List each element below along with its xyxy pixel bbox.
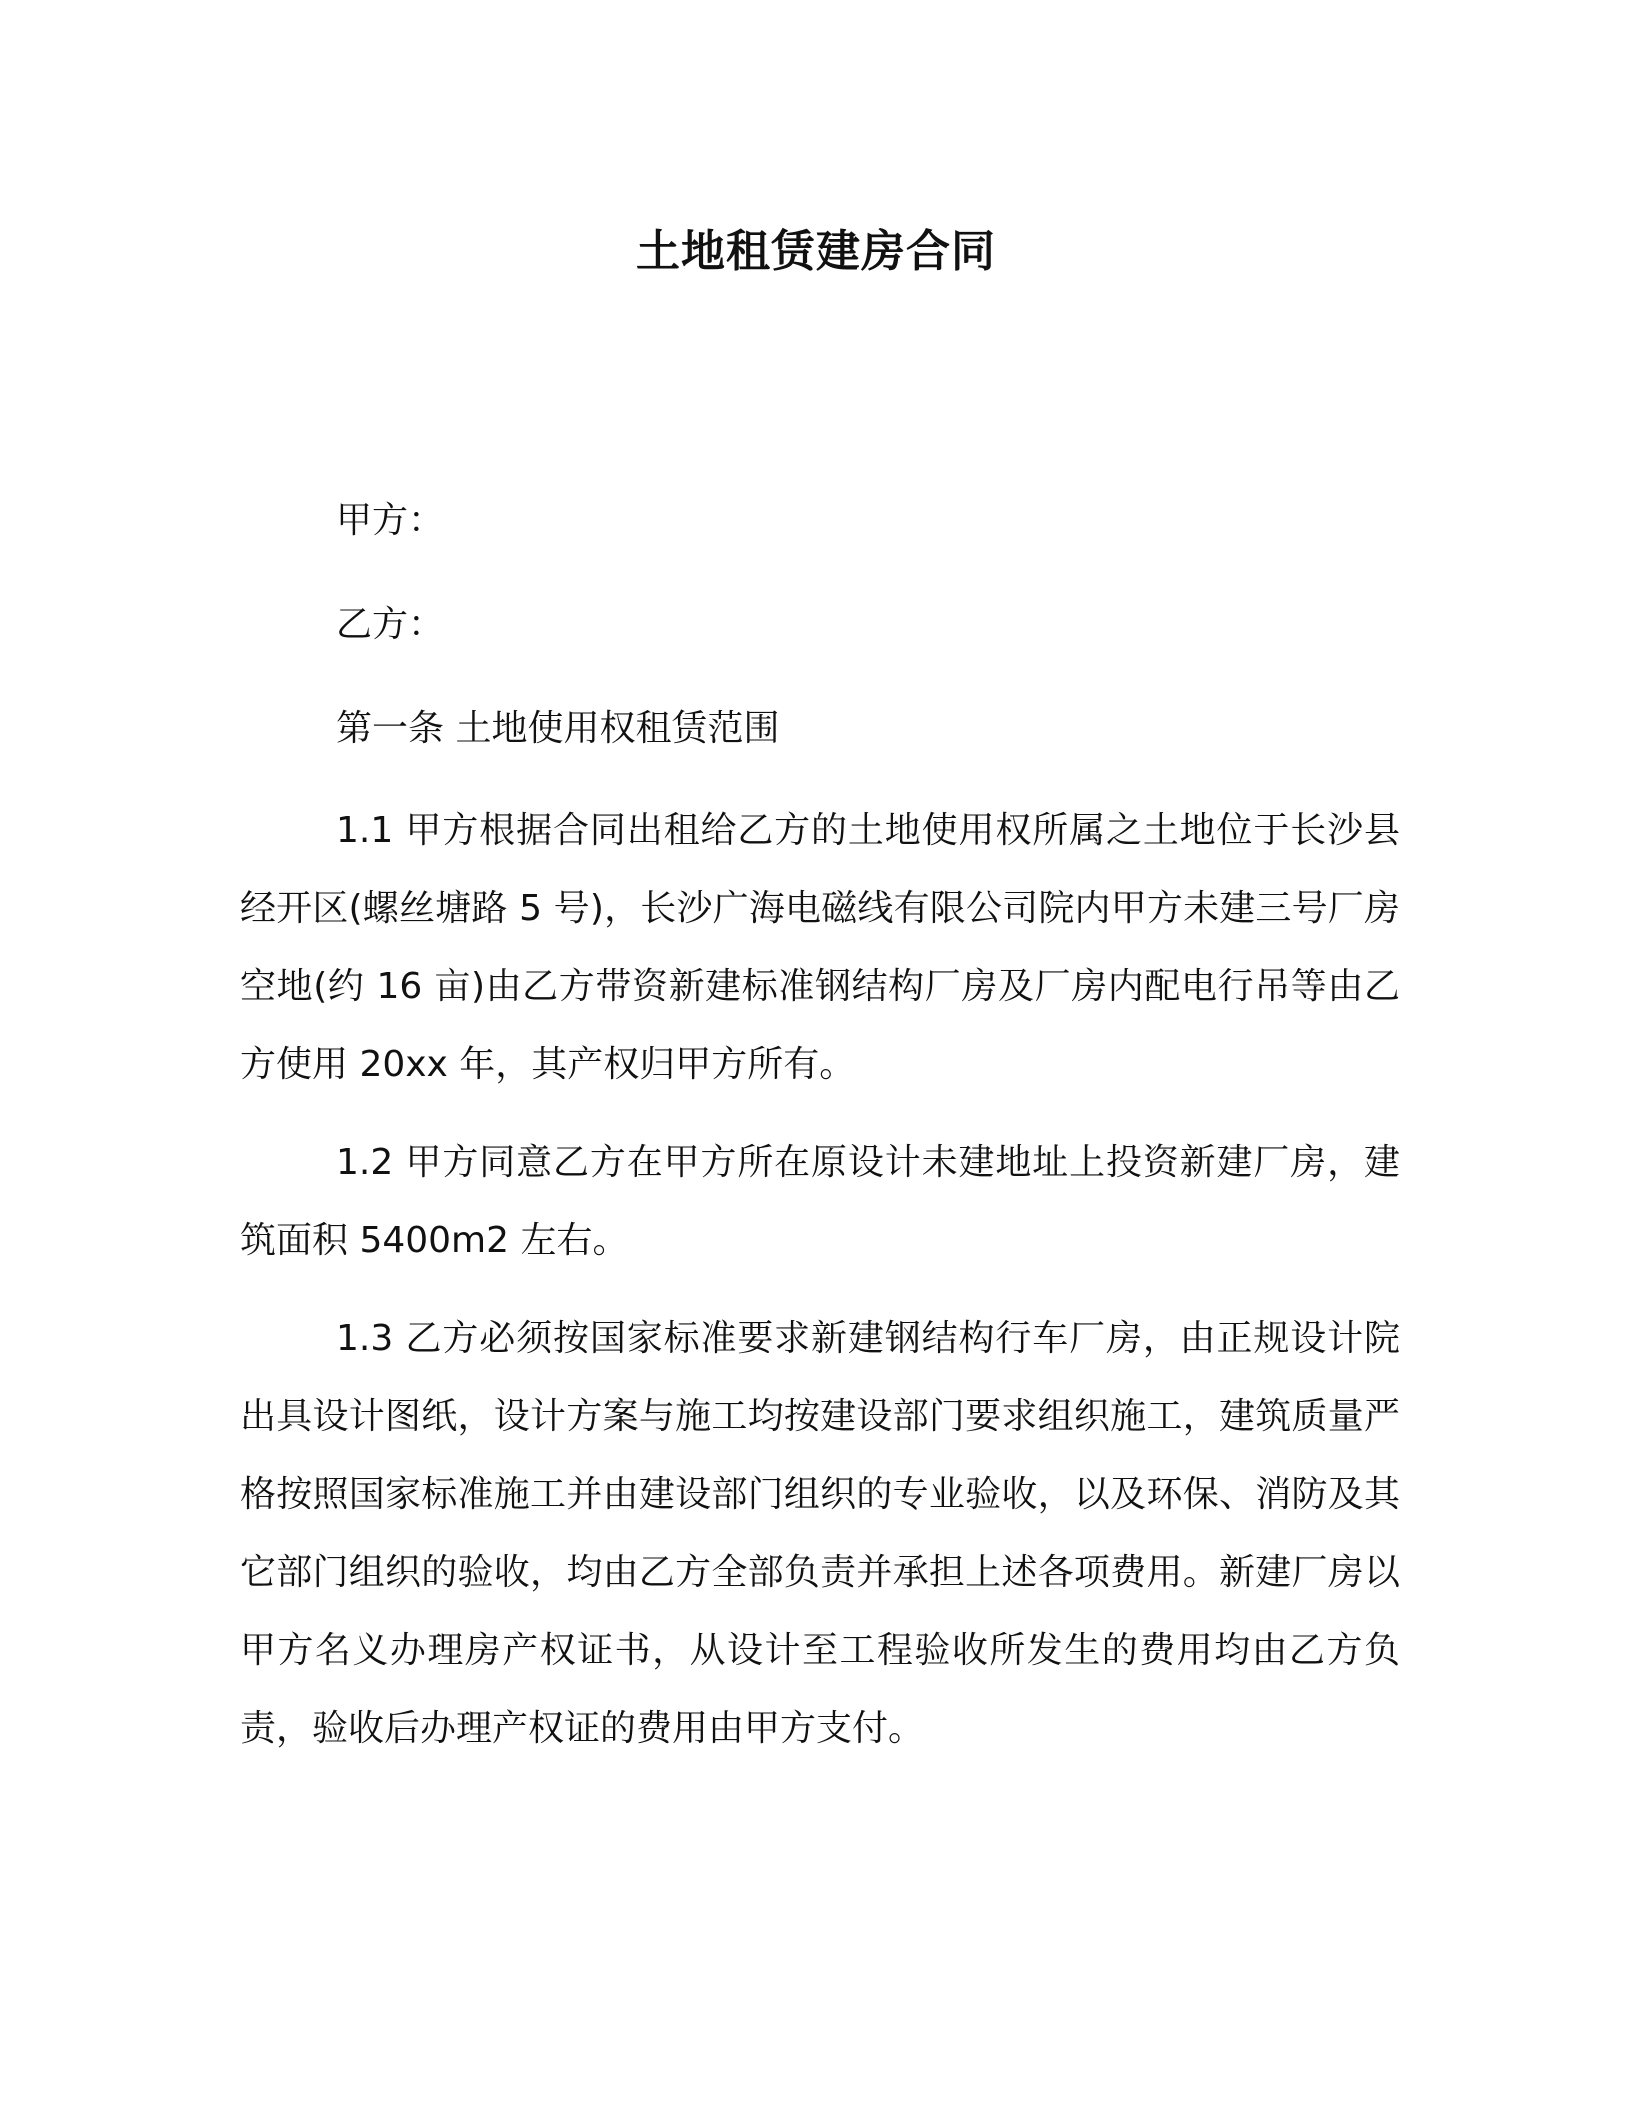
article-1-heading: 第一条 土地使用权租赁范围 [336,708,780,749]
document-title: 土地租赁建房合同 [636,226,996,277]
clause-1-1: 1.1 甲方根据合同出租给乙方的土地使用权所属之土地位于长沙县经开区(螺丝塘路 5 号)，长沙广海电磁线有限公司院内甲方未建三号厂房空地(约 16 亩)由乙方带资新建标准钢结构厂房及厂房内配电行吊等由乙方使用 20xx 年，其产权归甲方所有。 [240,810,1400,1085]
clause-1-2: 1.2 甲方同意乙方在甲方所在原设计未建地址上投资新建厂房，建筑面积 5400m2 左右。 [240,1142,1400,1261]
party-a-label: 甲方： [336,500,445,541]
clause-1-3: 1.3 乙方必须按国家标准要求新建钢结构行车厂房，由正规设计院出具设计图纸，设计方案与施工均按建设部门要求组织施工，建筑质量严格按照国家标准施工并由建设部门组织的专业验收，以及环保、消防及其它部门组织的验收，均由乙方全部负责并承担上述各项费用。新建厂房以甲方名义办理房产权证书，从设计至工程验收所发生的费用均由乙方负责，验收后办理产权证的费用由甲方支付。 [240,1318,1400,1749]
party-b-label: 乙方： [336,604,445,645]
